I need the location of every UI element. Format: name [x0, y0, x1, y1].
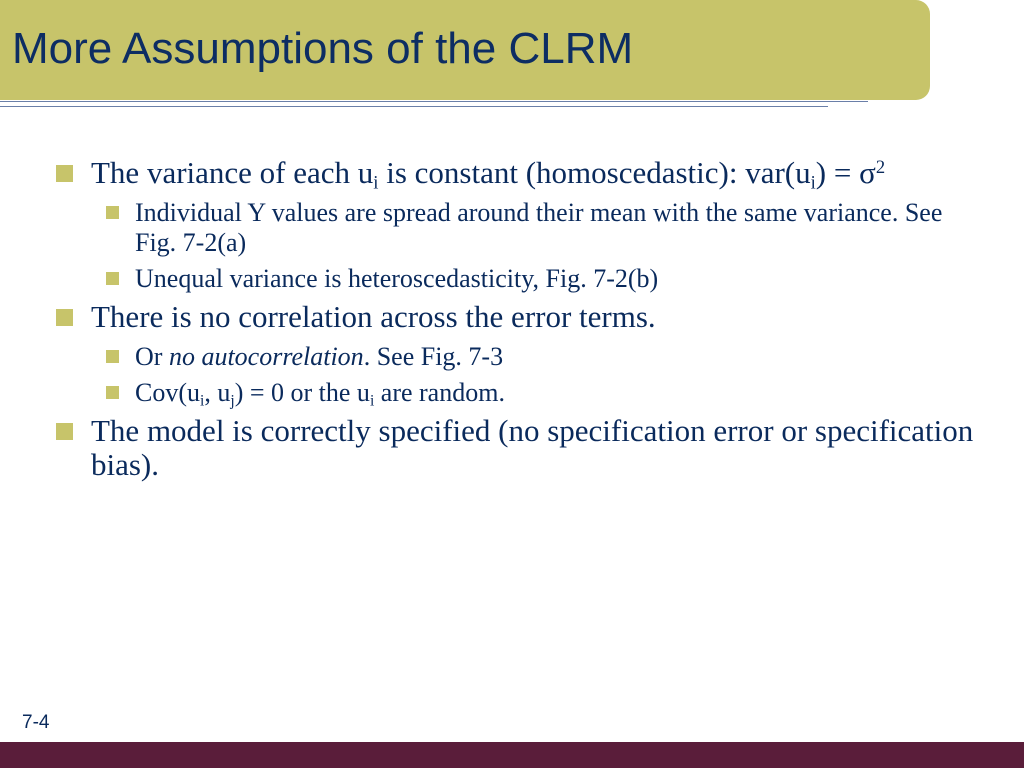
sub-bullet-same-variance — [106, 198, 986, 258]
bullet-correct-specification — [56, 414, 986, 482]
bullet-text: Or no autocorrelation. See Fig. 7-3 — [135, 342, 504, 371]
sub-bullet-heteroscedasticity — [106, 264, 986, 294]
sub-bullet-no-autocorrelation — [106, 342, 986, 372]
square-bullet-icon — [106, 350, 119, 363]
footer-bar — [0, 742, 1024, 768]
title-rule-secondary — [0, 106, 828, 107]
square-bullet-icon — [106, 206, 119, 219]
title-rule — [0, 101, 868, 102]
slide-content — [56, 156, 986, 490]
square-bullet-icon — [56, 165, 73, 182]
bullet-no-correlation — [56, 300, 986, 334]
bullet-text: Individual Y values are spread around their mean with the same variance. See Fig. 7-2(a) — [135, 198, 943, 257]
square-bullet-icon — [56, 309, 73, 326]
square-bullet-icon — [56, 423, 73, 440]
sub-bullet-covariance — [106, 378, 986, 408]
slide-title: More Assumptions of the CLRM — [12, 24, 634, 73]
page-number: 7-4 — [22, 712, 50, 733]
bullet-text: Unequal variance is heteroscedasticity, Fig. 7-2(b) — [135, 264, 659, 293]
square-bullet-icon — [106, 272, 119, 285]
square-bullet-icon — [106, 386, 119, 399]
bullet-homoscedasticity — [56, 155, 986, 194]
bullet-text: There is no correlation across the error terms. — [91, 299, 656, 334]
bullet-text: The model is correctly specified (no specification error or specification bias). — [91, 413, 974, 482]
bullet-text: $Cov(u_i$, $u_j) = 0$ or the $u_i$ are random. — [135, 378, 505, 410]
bullet-text: The variance of each $u_i$ is constant (homoscedastic): $var(u_i) = \sigma^2$ — [91, 155, 886, 194]
